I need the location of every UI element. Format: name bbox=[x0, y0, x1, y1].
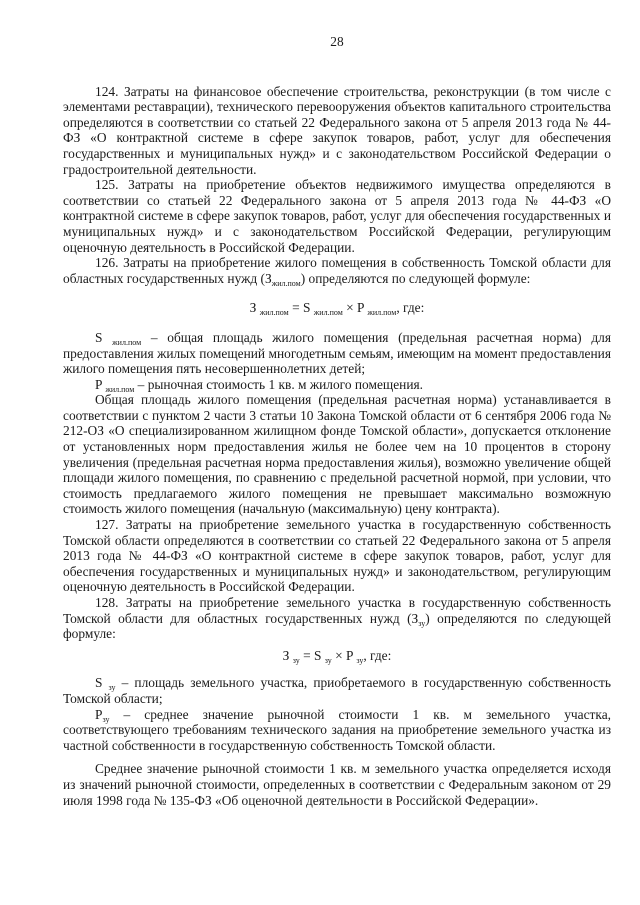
definition-price-housing bbox=[63, 377, 611, 393]
paragraph-126-text-end: ) определяются по следующей формуле: bbox=[300, 270, 531, 286]
definition-subscript: жил.пом bbox=[112, 337, 142, 347]
formula-operator: = S bbox=[288, 300, 311, 316]
paragraph-128 bbox=[63, 595, 611, 642]
paragraph-128-text-end: ) определяются по следующей формуле: bbox=[63, 610, 611, 642]
paragraph-average-value: Среднее значение рыночной стоимости 1 кв. м земельного участка определяется исходя из значений рыночной стоимости, определенных в соответствии с Федеральным законом от 29 июля 1998 года № 135-ФЗ «Об оценочной деятельности в Российской Федерации». bbox=[63, 761, 611, 808]
definition-area-housing bbox=[63, 330, 611, 377]
definition-symbol: S bbox=[95, 329, 103, 345]
formula-housing bbox=[63, 300, 611, 316]
definition-symbol: P bbox=[95, 706, 103, 722]
definition-symbol: S bbox=[95, 675, 103, 691]
definition-subscript: зу bbox=[102, 714, 110, 724]
definition-symbol: P bbox=[95, 376, 102, 392]
paragraph-125: 125. Затраты на приобретение объектов недвижимого имущества определяются в соответствии со статьей 22 Федерального закона от 5 апреля 2013 года № 44-ФЗ «О контрактной системе в сфере закупок товаров, работ, услуг для обеспечения государственных и муниципальных нужд» и с законодательством Российской Федерации, регулирующим оценочную деятельность в Российской Федерации. bbox=[63, 177, 611, 255]
formula-symbol: З bbox=[282, 647, 290, 663]
spacer bbox=[63, 753, 611, 761]
formula-symbol: З bbox=[249, 300, 257, 316]
definition-subscript: зу bbox=[108, 683, 116, 693]
formula-subscript: зу bbox=[324, 655, 332, 665]
subscript: жил.пом bbox=[271, 278, 301, 288]
formula-operator: × P bbox=[331, 647, 353, 663]
paragraph-127: 127. Затраты на приобретение земельного участка в государственную собственность Томской области определяются в соответствии со статьей 22 Федерального закона от 5 апреля 2013 года № 44-ФЗ «О контрактной системе в сфере закупок товаров, работ, услуг для обеспечения государственных и муниципальных нужд» и законодательством, регулирующим оценочную деятельность в Российской Федерации. bbox=[63, 517, 611, 595]
definition-area-land bbox=[63, 675, 611, 706]
paragraph-126-text: 126. Затраты на приобретение жилого помещения в собственность Томской области для областных государственных нужд (З bbox=[63, 255, 611, 286]
paragraph-128-text: 128. Затраты на приобретение земельного участка в государственную собственность Томской области для областных государственных нужд (З bbox=[63, 595, 611, 626]
paragraph-total-area: Общая площадь жилого помещения (предельная расчетная норма) устанавливается в соответствии с пунктом 2 части 3 статьи 10 Закона Томской области от 6 сентября 2006 года № 212-ОЗ «О специализированном жилищном фонде Томской области», допускается отклонение от установленных норм предоставления жилья не более чем на 10 процентов в сторону увеличения (предельная расчетная норма предоставления жилья), возможно увеличение общей площади жилого помещения, по сравнению с предельной расчетной нормой, при условии, что стоимость предлагаемого жилого помещения не превышает максимально возможную стоимость жилого помещения (начальную (максимальную) цену контракта). bbox=[63, 392, 611, 517]
formula-subscript: зу bbox=[292, 655, 300, 665]
page-number: 28 bbox=[330, 34, 344, 49]
formula-subscript: жил.пом bbox=[259, 308, 289, 318]
formula-operator: × P bbox=[342, 300, 364, 316]
formula-land bbox=[63, 648, 611, 664]
paragraph-124: 124. Затраты на финансовое обеспечение строительства, реконструкции (в том числе с элементами реставрации), технического перевооружения объектов капитального строительства определяются в соответствии со статьей 22 Федерального закона от 5 апреля 2013 года № 44-ФЗ «О контрактной системе в сфере закупок товаров, работ, услуг для обеспечения государственных и муниципальных нужд» и с законодательством Российской Федерации о градостроительной деятельности. bbox=[63, 83, 611, 177]
definition-text: – среднее значение рыночной стоимости 1 кв. м земельного участка, соответствующего требованиям технического задания на приобретение земельного участка из частной собственности в государственную собственность Томской области. bbox=[63, 706, 611, 753]
definition-price-land bbox=[63, 707, 611, 754]
definition-text: – рыночная стоимость 1 кв. м жилого помещения. bbox=[134, 376, 423, 392]
formula-subscript: жил.пом bbox=[313, 308, 343, 318]
definition-text: – площадь земельного участка, приобретаемого в государственную собственность Томской области; bbox=[63, 675, 611, 706]
definition-subscript: жил.пом bbox=[105, 384, 135, 394]
formula-subscript: зу bbox=[356, 655, 364, 665]
formula-tail: , где: bbox=[396, 300, 425, 316]
paragraph-126 bbox=[63, 255, 611, 286]
definition-text: – общая площадь жилого помещения (предельная расчетная норма) для предоставления жилых помещений многодетным семьям, имеющим на момент предоставления жилого помещения пять несовершеннолетних детей; bbox=[63, 329, 611, 377]
formula-subscript: жил.пом bbox=[367, 308, 397, 318]
page-content bbox=[63, 34, 611, 808]
subscript: зу bbox=[418, 618, 426, 628]
formula-tail: , где: bbox=[363, 647, 392, 663]
formula-operator: = S bbox=[299, 647, 322, 663]
